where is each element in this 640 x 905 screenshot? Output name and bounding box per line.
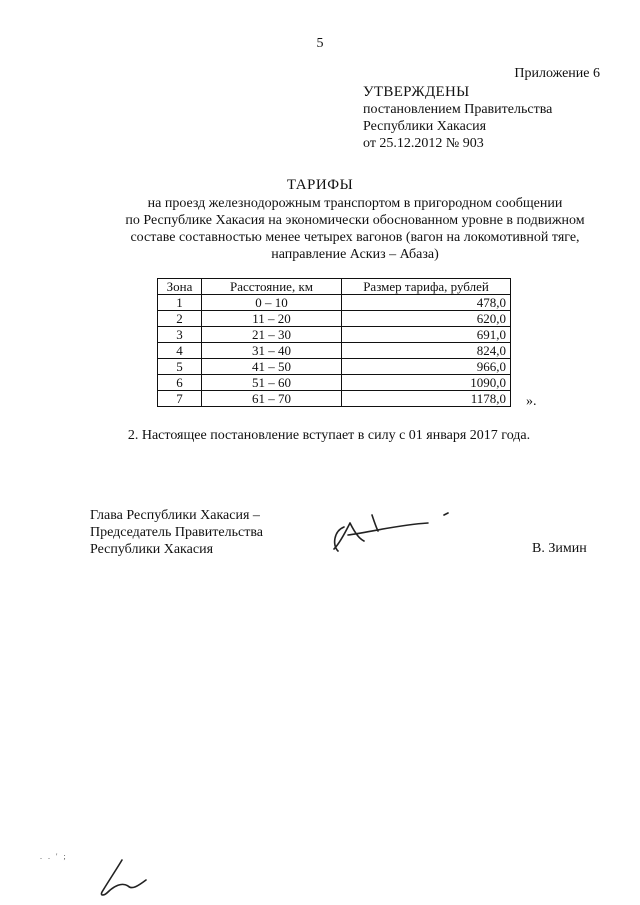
signer-line: Республики Хакасия <box>90 542 214 557</box>
table-row <box>158 295 511 311</box>
appendix-label: Приложение 6 <box>514 66 600 81</box>
zone-cell: 6 <box>158 375 202 391</box>
subtitle-line: по Республике Хакасия на экономически обоснованном уровне в подвижном <box>125 213 585 228</box>
signer-name: В. Зимин <box>532 541 587 556</box>
tariff-cell: 691,0 <box>342 327 511 343</box>
handwritten-signature <box>326 505 466 565</box>
zone-cell: 2 <box>158 311 202 327</box>
approval-line: Республики Хакасия <box>363 119 487 134</box>
table-row <box>158 359 511 375</box>
tariff-cell: 824,0 <box>342 343 511 359</box>
signer-line: Глава Республики Хакасия – <box>90 508 260 523</box>
table-header-row <box>158 279 511 295</box>
tariff-cell: 1178,0 <box>342 391 511 407</box>
zone-cell: 5 <box>158 359 202 375</box>
subtitle-line: составе составностью менее четырех вагонов (вагон на локомотивной тяге, <box>130 230 580 245</box>
scan-specks: . . ' ; <box>40 852 68 861</box>
document-title: ТАРИФЫ <box>286 177 354 193</box>
signer-title <box>90 507 263 558</box>
signer-line: Председатель Правительства <box>90 525 263 540</box>
distance-cell: 51 – 60 <box>202 375 342 391</box>
header-distance: Расстояние, км <box>202 279 342 295</box>
document-subtitle <box>120 195 590 263</box>
subtitle-line: направление Аскиз – Абаза) <box>271 247 439 262</box>
table-row <box>158 311 511 327</box>
tariff-table <box>157 278 511 407</box>
distance-cell: 11 – 20 <box>202 311 342 327</box>
tariff-cell: 1090,0 <box>342 375 511 391</box>
table-row <box>158 391 511 407</box>
zone-cell: 4 <box>158 343 202 359</box>
table-row <box>158 375 511 391</box>
closing-quote: ». <box>526 394 537 409</box>
approval-line: постановлением Правительства <box>363 102 553 117</box>
header-zone: Зона <box>158 279 202 295</box>
distance-cell: 0 – 10 <box>202 295 342 311</box>
tariff-cell: 966,0 <box>342 359 511 375</box>
distance-cell: 41 – 50 <box>202 359 342 375</box>
zone-cell: 3 <box>158 327 202 343</box>
decree-text: 2. Настоящее постановление вступает в силу с 01 января 2017 года. <box>127 428 531 443</box>
table-row <box>158 327 511 343</box>
approval-line: от 25.12.2012 № 903 <box>363 136 484 151</box>
header-tariff: Размер тарифа, рублей <box>342 279 511 295</box>
approval-block <box>363 84 552 152</box>
distance-cell: 61 – 70 <box>202 391 342 407</box>
tariff-cell: 620,0 <box>342 311 511 327</box>
subtitle-line: на проезд железнодорожным транспортом в пригородном сообщении <box>147 196 563 211</box>
distance-cell: 21 – 30 <box>202 327 342 343</box>
zone-cell: 1 <box>158 295 202 311</box>
page-number: 5 <box>316 36 324 51</box>
tariff-cell: 478,0 <box>342 295 511 311</box>
distance-cell: 31 – 40 <box>202 343 342 359</box>
zone-cell: 7 <box>158 391 202 407</box>
table-row <box>158 343 511 359</box>
approval-heading: УТВЕРЖДЕНЫ <box>363 84 470 100</box>
handwritten-initials <box>92 852 162 902</box>
